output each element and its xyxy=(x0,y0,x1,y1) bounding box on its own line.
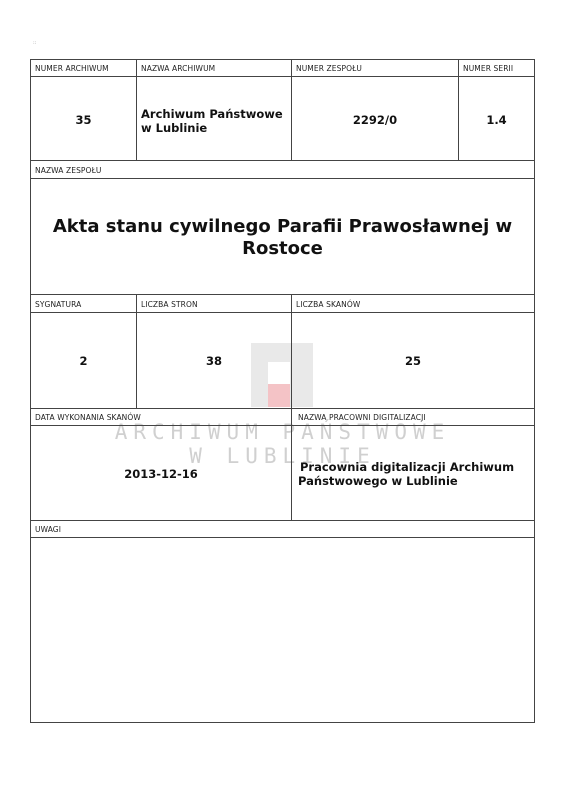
workshop-value-line2: Państwowego w Lublinie xyxy=(298,474,458,488)
watermark-text-line2: W LUBLINIE xyxy=(189,444,376,468)
workshop-cell xyxy=(291,409,534,520)
zespol-row xyxy=(31,161,534,295)
sygnatura-label: SYGNATURA xyxy=(35,300,82,309)
workshop-value-line1: Pracownia digitalizacji Archiwum xyxy=(300,460,515,474)
nazwa-archiwum-value-line2: w Lublinie xyxy=(141,121,208,135)
nazwa-zespolu-label: NAZWA ZESPOŁU xyxy=(35,166,102,175)
archive-info-row xyxy=(31,60,534,161)
liczba-skanow-cell xyxy=(291,295,534,408)
numer-serii-cell xyxy=(458,60,534,160)
nazwa-archiwum-label: NAZWA ARCHIWUM xyxy=(141,64,216,73)
zespol-title-line2: Rostoce xyxy=(242,238,323,259)
scan-info-row xyxy=(31,409,534,521)
numer-zespolu-cell xyxy=(291,60,458,160)
scan-date-label: DATA WYKONANIA SKANÓW xyxy=(35,413,141,422)
numer-zespolu-label: NUMER ZESPOŁU xyxy=(296,64,362,73)
liczba-skanow-value: 25 xyxy=(404,354,421,368)
zespol-title-line1: Akta stanu cywilnego Parafii Prawosławnej w xyxy=(52,216,513,237)
numer-zespolu-value: 2292/0 xyxy=(352,113,398,127)
scan-date-value: 2013-12-16 xyxy=(124,467,198,481)
corner-mark: :: xyxy=(33,40,37,46)
numer-serii-value: 1.4 xyxy=(486,113,507,127)
workshop-label: NAZWA PRACOWNI DIGITALIZACJI xyxy=(298,413,426,422)
numer-archiwum-label: NUMER ARCHIWUM xyxy=(35,64,109,73)
numer-archiwum-cell xyxy=(31,60,136,160)
watermark-text-line1: ARCHIWUM PAŃSTWOWE xyxy=(114,420,451,444)
liczba-stron-label: LICZBA STRON xyxy=(141,300,198,309)
metadata-form xyxy=(30,59,535,723)
sygnatura-cell xyxy=(31,295,136,408)
numer-archiwum-value: 35 xyxy=(75,113,92,127)
scan-date-cell xyxy=(31,409,291,520)
nazwa-archiwum-value-line1: Archiwum Państwowe xyxy=(141,107,283,121)
nazwa-archiwum-cell xyxy=(136,60,291,160)
counts-row xyxy=(31,295,534,409)
numer-serii-label: NUMER SERII xyxy=(463,64,514,73)
liczba-stron-cell xyxy=(136,295,291,408)
liczba-stron-value: 38 xyxy=(205,354,222,368)
uwagi-section xyxy=(31,521,534,722)
liczba-skanow-label: LICZBA SKANÓW xyxy=(296,300,361,309)
uwagi-label: UWAGI xyxy=(35,525,62,534)
sygnatura-value: 2 xyxy=(79,354,88,368)
